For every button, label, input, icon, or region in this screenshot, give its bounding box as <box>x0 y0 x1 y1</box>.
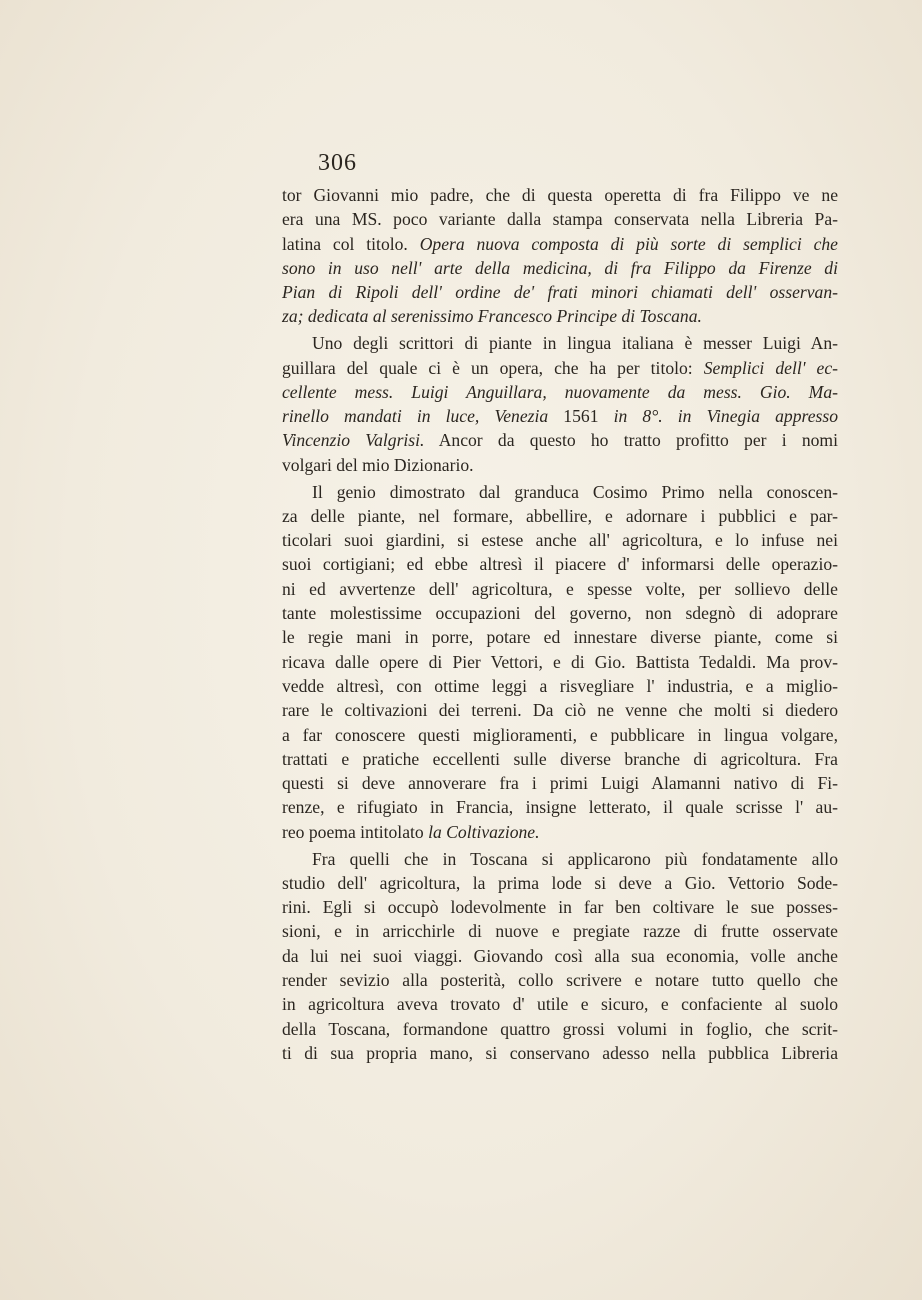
text-line <box>282 480 838 504</box>
text-line <box>282 871 838 895</box>
italic-text: rinello mandati in luce, Venezia <box>282 406 549 427</box>
text-segment: ni ed avvertenze dell' agricoltura, e spesse volte, per sollievo delle <box>282 578 838 599</box>
text-segment: vedde altresì, con ottime leggi a risvegliare l' industria, e a miglio- <box>282 675 838 696</box>
text-segment: sioni, e in arricchirle di nuove e pregiate razze di frutte osservate <box>282 921 838 942</box>
italic-text: Opera nuova composta di più sorte di semplici che <box>419 233 838 254</box>
text-segment: ti di sua propria mano, si conservano adesso nella pubblica Libreria <box>282 1042 838 1063</box>
text-line <box>282 771 838 795</box>
text-segment: rare le coltivazioni dei terreni. Da ciò ne venne che molti si diedero <box>282 700 838 721</box>
text-segment: rini. Egli si occupò lodevolmente in far ben coltivare le sue posses- <box>282 897 838 918</box>
italic-text: za; dedicata al serenissimo Francesco Principe di Toscana. <box>282 306 702 327</box>
italic-text: in 8°. in Vinegia appresso <box>613 406 839 427</box>
italic-text: Vincenzio Valgrisi. <box>282 430 425 451</box>
italic-text: Pian di Ripoli dell' ordine de' frati minori chiamati dell' osservan- <box>282 282 838 303</box>
text-segment: Il genio dimostrato dal granduca Cosimo Primo nella conoscen- <box>312 481 838 502</box>
text-line <box>282 1017 838 1041</box>
italic-text: sono in uso nell' arte della medicina, di fra Filippo da Firenze di <box>282 257 838 278</box>
text-segment: trattati e pratiche eccellenti sulle diverse branche di agricoltura. Fra <box>282 748 838 769</box>
text-segment: da lui nei suoi viaggi. Giovando così alla sua economia, volle anche <box>282 945 838 966</box>
text-line <box>282 601 838 625</box>
text-segment: suoi cortigiani; ed ebbe altresì il piacere d' informarsi delle operazio- <box>282 554 838 575</box>
page-number: 306 <box>318 150 357 176</box>
text-segment: in agricoltura aveva trovato d' utile e sicuro, e confaciente al suolo <box>282 994 838 1015</box>
paragraph <box>282 331 838 477</box>
text-segment: guillara del quale ci è un opera, che ha per titolo: <box>282 357 704 378</box>
text-line <box>282 968 838 992</box>
paragraph <box>282 183 838 329</box>
text-segment: era una MS. poco variante dalla stampa conservata nella Libreria Pa- <box>282 209 838 230</box>
text-line <box>282 625 838 649</box>
text-line <box>282 992 838 1016</box>
text-segment: reo poema intitolato <box>282 821 429 842</box>
text-line <box>282 919 838 943</box>
body-text <box>282 183 838 1065</box>
text-segment: render sevizio alla posterità, collo scrivere e notare tutto quello che <box>282 970 838 990</box>
italic-text: cellente mess. Luigi Anguillara, nuovamente da mess. Gio. Ma- <box>282 381 838 402</box>
text-line <box>282 698 838 722</box>
text-line <box>282 304 838 328</box>
text-line <box>282 256 838 280</box>
text-line <box>282 944 838 968</box>
text-segment: za delle piante, nel formare, abbellire, e adornare i pubblici e par- <box>282 505 838 526</box>
text-line <box>282 1041 838 1065</box>
text-line <box>282 795 838 819</box>
text-line <box>282 428 838 452</box>
text-segment: Ancor da questo ho tratto profitto per i nomi <box>424 430 839 451</box>
text-segment: a far conoscere questi miglioramenti, e pubblicare in lingua volgare, <box>282 724 838 745</box>
text-segment: tor Giovanni mio padre, che di questa operetta di fra Filippo ve ne <box>282 185 838 205</box>
text-segment: 1561 <box>548 406 614 427</box>
text-segment: ricava dalle opere di Pier Vettori, e di Gio. Battista Tedaldi. Ma prov- <box>282 651 838 672</box>
text-line <box>282 504 838 528</box>
text-line <box>282 674 838 698</box>
text-line <box>282 331 838 355</box>
text-line <box>282 183 838 207</box>
text-line <box>282 747 838 771</box>
text-segment: ticolari suoi giardini, si estese anche all' agricoltura, e lo infuse nei <box>282 530 838 551</box>
text-segment: Fra quelli che in Toscana si applicarono più fondatamente allo <box>312 848 838 869</box>
text-segment: renze, e rifugiato in Francia, insigne letterato, il quale scrisse l' au- <box>282 797 838 818</box>
text-line <box>282 895 838 919</box>
paragraph <box>282 847 838 1066</box>
text-line <box>282 404 838 428</box>
text-line <box>282 820 838 844</box>
paragraph <box>282 480 838 844</box>
text-segment: tante molestissime occupazioni del governo, non sdegnò di adoprare <box>282 603 838 624</box>
text-line <box>282 207 838 231</box>
text-line <box>282 650 838 674</box>
text-segment: della Toscana, formandone quattro grossi volumi in foglio, che scrit- <box>282 1018 838 1039</box>
text-segment: latina col titolo. <box>282 233 420 254</box>
text-line <box>282 280 838 304</box>
text-segment: studio dell' agricoltura, la prima lode si deve a Gio. Vettorio Sode- <box>282 872 838 893</box>
italic-text: la Coltivazione. <box>428 821 540 842</box>
text-line <box>282 380 838 404</box>
text-segment: Uno degli scrittori di piante in lingua italiana è messer Luigi An- <box>312 333 838 354</box>
text-segment: questi si deve annoverare fra i primi Luigi Alamanni nativo di Fi- <box>282 773 838 794</box>
text-line <box>282 453 838 477</box>
text-line <box>282 356 838 380</box>
text-line <box>282 528 838 552</box>
text-line <box>282 847 838 871</box>
text-line <box>282 577 838 601</box>
text-segment: le regie mani in porre, potare ed innestare diverse piante, come si <box>282 627 838 648</box>
text-line <box>282 723 838 747</box>
text-line <box>282 232 838 256</box>
text-line <box>282 552 838 576</box>
text-segment: volgari del mio Dizionario. <box>282 454 474 475</box>
italic-text: Semplici dell' ec- <box>703 357 838 378</box>
